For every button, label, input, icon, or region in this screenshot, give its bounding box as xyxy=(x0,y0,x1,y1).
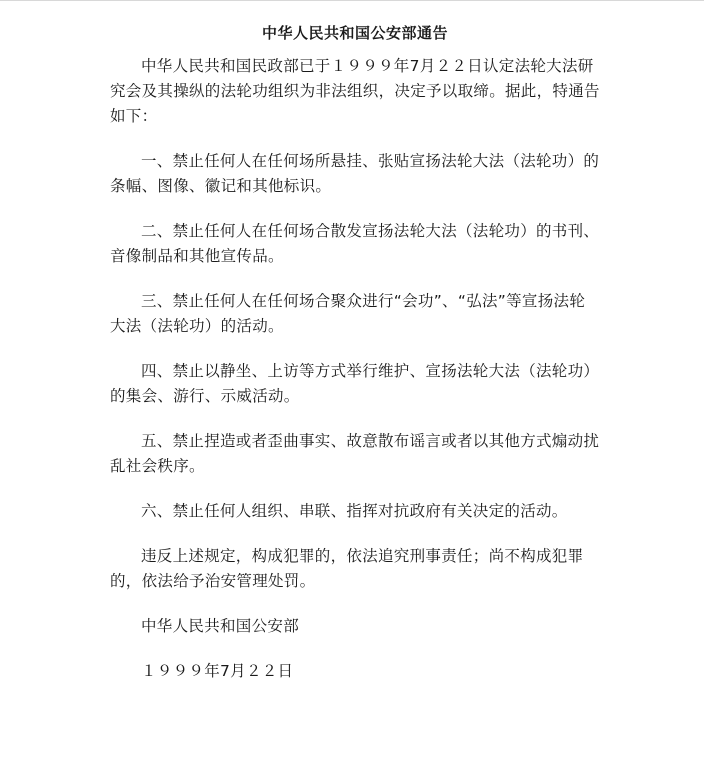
item-2: 二、禁止任何人在任何场合散发宣扬法轮大法（法轮功）的书刊、音像制品和其他宣传品。 xyxy=(110,222,600,265)
document-title: 中华人民共和国公安部通告 xyxy=(261,24,448,42)
issue-date: １９９９年7月２２日 xyxy=(141,662,294,680)
item-1: 一、禁止任何人在任何场所悬挂、张贴宣扬法轮大法（法轮功）的条幅、图像、徽记和其他标识。 xyxy=(110,152,600,195)
top-border xyxy=(0,0,704,1)
intro-paragraph: 中华人民共和国民政部已于１９９９年7月２２日认定法轮大法研究会及其操纵的法轮功组织为非法组织，决定予以取缔。据此，特通告如下： xyxy=(110,57,600,125)
signature: 中华人民共和国公安部 xyxy=(141,617,300,635)
item-6: 六、禁止任何人组织、串联、指挥对抗政府有关决定的活动。 xyxy=(141,502,568,520)
item-5: 五、禁止捏造或者歪曲事实、故意散布谣言或者以其他方式煽动扰乱社会秩序。 xyxy=(110,432,600,475)
document-page xyxy=(110,20,600,684)
item-3: 三、禁止任何人在任何场合聚众进行“会功”、“弘法”等宣扬法轮大法（法轮功）的活动。 xyxy=(110,292,586,335)
item-4: 四、禁止以静坐、上访等方式举行维护、宣扬法轮大法（法轮功）的集会、游行、示威活动。 xyxy=(110,362,600,405)
closing-paragraph: 违反上述规定，构成犯罪的，依法追究刑事责任；尚不构成犯罪的，依法给予治安管理处罚。 xyxy=(110,547,584,590)
